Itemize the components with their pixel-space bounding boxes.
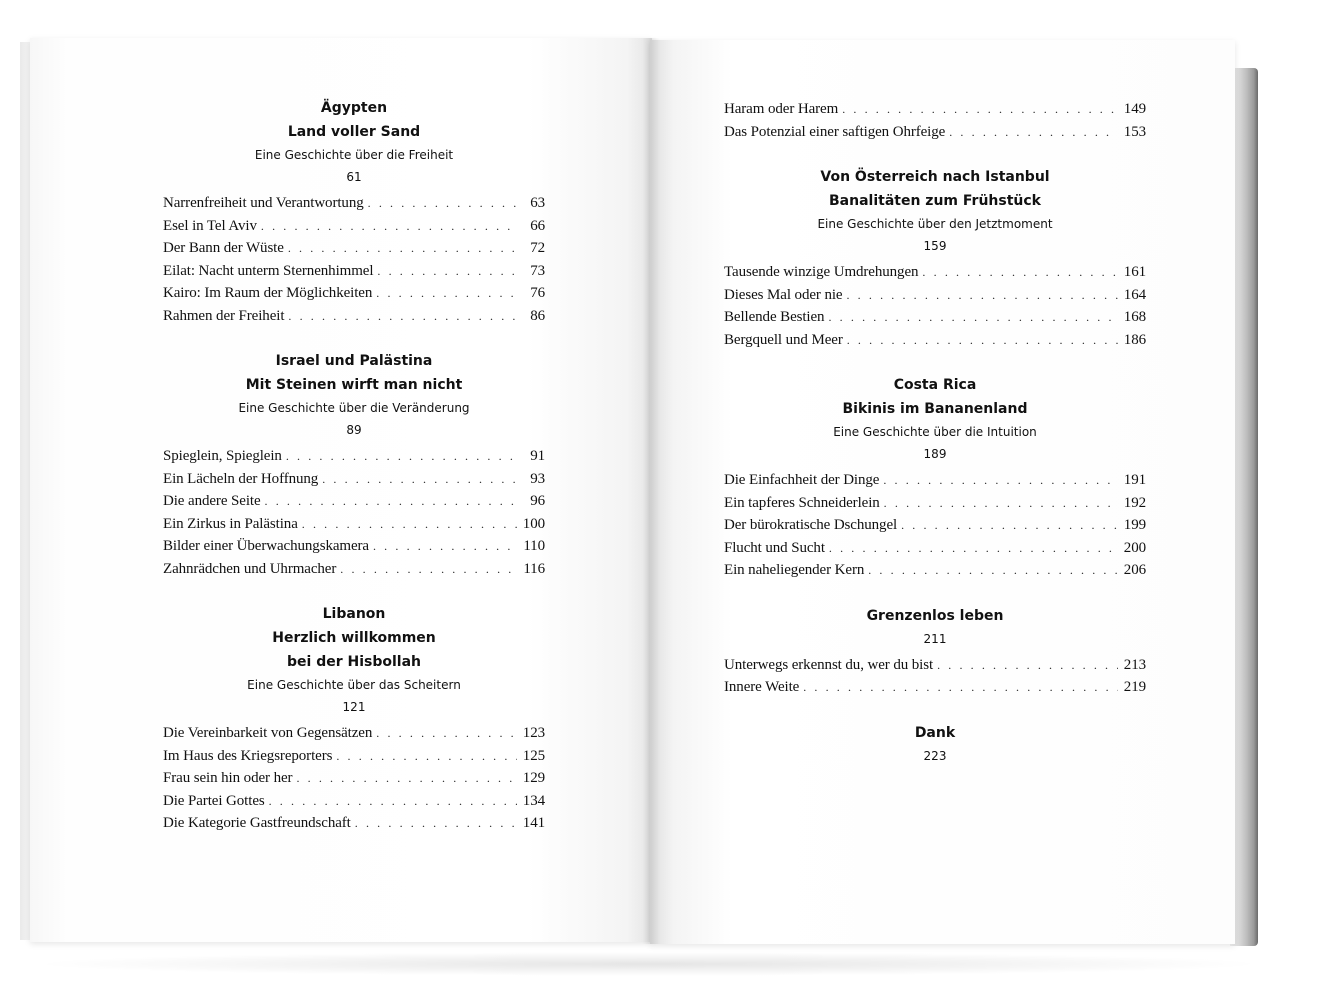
entry-title: Unterwegs erkennst du, wer du bist: [724, 656, 934, 673]
entry-title: Ein Zirkus in Palästina: [163, 515, 298, 532]
chapter-page-number: 89: [346, 423, 362, 437]
toc-entry: [163, 767, 545, 790]
chapter-region: Von Österreich nach Istanbul: [820, 169, 1050, 185]
dot-leader: [376, 282, 519, 305]
dot-leader: [901, 514, 1118, 537]
toc-entry: [724, 306, 1146, 329]
chapter-section: [724, 604, 1146, 699]
entry-title: Flucht und Sucht: [724, 539, 825, 556]
entry-page-number: 200: [1123, 539, 1146, 556]
chapter-region: Costa Rica: [893, 377, 977, 393]
book-gutter: [642, 38, 660, 944]
entry-title: Ein tapferes Schneiderlein: [724, 494, 880, 511]
entry-page-number: 100: [522, 515, 545, 532]
dot-leader: [355, 812, 517, 835]
entry-title: Narrenfreiheit und Verantwortung: [163, 195, 364, 211]
entry-page-number: 93: [530, 470, 545, 487]
chapter-section: [724, 373, 1146, 582]
dot-leader: [868, 559, 1118, 582]
entry-page-number: 63: [530, 195, 545, 211]
entry-page-number: 96: [530, 493, 545, 509]
dot-leader: [296, 767, 516, 790]
left-page-toc: [163, 96, 545, 857]
entry-title: Spieglein, Spieglein: [163, 448, 282, 464]
dot-leader: [269, 790, 517, 813]
entry-page-number: 206: [1123, 562, 1146, 578]
dot-leader: [828, 306, 1117, 329]
entry-page-number: 76: [530, 285, 545, 301]
dot-leader: [847, 329, 1118, 352]
entry-page-number: 72: [530, 240, 545, 256]
chapter-region: Dank: [914, 724, 956, 741]
toc-entry: [724, 261, 1146, 284]
chapter-title: Mit Steinen wirft man nicht: [245, 377, 463, 393]
entry-page-number: 116: [523, 560, 545, 577]
chapter-region: Grenzenlos leben: [866, 607, 1004, 624]
entry-title: Dieses Mal oder nie: [724, 286, 843, 303]
dot-leader: [336, 745, 516, 768]
toc-entry: [163, 215, 545, 238]
entry-title: Die Vereinbarkeit von Gegensätzen: [163, 725, 373, 741]
entry-title: Bilder einer Überwachungskamera: [163, 538, 369, 554]
chapter-region: Israel und Palästina: [275, 353, 433, 369]
entry-title: Frau sein hin oder her: [163, 770, 293, 786]
toc-entry: [724, 514, 1146, 537]
entry-title: Das Potenzial einer saftigen Ohrfeige: [724, 123, 946, 140]
dot-leader: [842, 98, 1118, 121]
entry-page-number: 91: [530, 448, 545, 464]
dot-leader: [302, 513, 517, 536]
chapter-section: [163, 602, 545, 835]
toc-entry: [724, 559, 1146, 582]
toc-entry: [163, 513, 545, 536]
toc-entry: [163, 260, 545, 283]
dot-leader: [286, 445, 519, 468]
toc-entry: [724, 121, 1146, 144]
chapter-title: bei der Hisbollah: [287, 654, 421, 670]
dot-leader: [846, 284, 1117, 307]
chapter-page-number: 159: [923, 239, 947, 253]
entry-title: Die andere Seite: [163, 493, 261, 509]
dot-leader: [884, 492, 1118, 515]
dot-leader: [922, 261, 1117, 284]
entry-page-number: 149: [1123, 101, 1146, 117]
chapter-page-number: 61: [346, 170, 362, 184]
entry-page-number: 191: [1123, 472, 1146, 488]
dot-leader: [883, 469, 1117, 492]
continued-entries: [724, 98, 1146, 143]
entry-title: Die Kategorie Gastfreundschaft: [163, 815, 351, 831]
entry-page-number: 219: [1123, 679, 1146, 695]
entry-title: Im Haus des Kriegsreporters: [163, 747, 333, 764]
entry-title: Kairo: Im Raum der Möglichkeiten: [163, 285, 373, 301]
entry-page-number: 213: [1123, 656, 1146, 673]
toc-entry: [724, 676, 1146, 699]
entry-title: Zahnrädchen und Uhrmacher: [163, 560, 337, 577]
entry-page-number: 153: [1123, 123, 1146, 140]
dot-leader: [376, 722, 517, 745]
entry-title: Bergquell und Meer: [724, 331, 843, 348]
toc-entry: [724, 537, 1146, 560]
dot-leader: [937, 654, 1118, 677]
dot-leader: [265, 490, 519, 513]
dot-leader: [288, 305, 519, 328]
entry-page-number: 161: [1123, 264, 1146, 280]
chapter-page-number: 189: [923, 447, 947, 461]
entry-page-number: 123: [522, 725, 545, 741]
chapter-subtitle: Eine Geschichte über die Freiheit: [254, 148, 454, 162]
entry-page-number: 141: [522, 815, 545, 831]
entry-page-number: 199: [1123, 517, 1146, 533]
toc-entry: [163, 490, 545, 513]
entry-page-number: 86: [530, 307, 545, 324]
entry-page-number: 168: [1123, 309, 1146, 325]
dot-leader: [288, 237, 519, 260]
entry-title: Tausende winzige Umdrehungen: [724, 264, 919, 280]
entry-title: Eilat: Nacht unterm Sternenhimmel: [163, 262, 374, 279]
dot-leader: [261, 215, 519, 238]
toc-entry: [163, 722, 545, 745]
entry-title: Der Bann der Wüste: [163, 240, 284, 256]
toc-entry: [724, 492, 1146, 515]
entry-title: Ein naheliegender Kern: [724, 562, 865, 578]
chapter-section: [163, 349, 545, 580]
chapter-page-number: 121: [342, 700, 366, 714]
toc-entry: [163, 558, 545, 581]
entry-title: Rahmen der Freiheit: [163, 307, 285, 324]
entry-title: Innere Weite: [724, 679, 800, 695]
chapter-title: Herzlich willkommen: [272, 630, 436, 646]
entry-title: Die Einfachheit der Dinge: [724, 472, 880, 488]
chapter-page-number: 211: [923, 631, 947, 646]
toc-entry: [163, 468, 545, 491]
entry-page-number: 186: [1123, 331, 1146, 348]
chapter-section: [724, 165, 1146, 351]
entry-title: Die Partei Gottes: [163, 792, 265, 809]
entry-title: Ein Lächeln der Hoffnung: [163, 470, 319, 487]
toc-entry: [163, 192, 545, 215]
toc-entry: [724, 469, 1146, 492]
entry-page-number: 134: [522, 792, 545, 809]
dot-leader: [949, 121, 1118, 144]
chapter-region: Libanon: [322, 606, 386, 622]
toc-entry: [724, 284, 1146, 307]
entry-title: Esel in Tel Aviv: [163, 217, 257, 234]
toc-entry: [724, 654, 1146, 677]
dot-leader: [803, 676, 1118, 699]
entry-title: Haram oder Harem: [724, 101, 839, 117]
entry-title: Der bürokratische Dschungel: [724, 517, 898, 533]
entry-page-number: 164: [1123, 286, 1146, 303]
toc-entry: [163, 745, 545, 768]
chapter-page-number: 223: [923, 748, 947, 763]
toc-entry: [163, 445, 545, 468]
toc-entry: [163, 535, 545, 558]
chapter-subtitle: Eine Geschichte über die Intuition: [833, 425, 1037, 439]
chapter-section: [724, 721, 1146, 767]
toc-entry: [163, 282, 545, 305]
entry-page-number: 73: [530, 262, 545, 279]
toc-entry: [163, 812, 545, 835]
entry-page-number: 129: [522, 770, 545, 786]
entry-page-number: 110: [523, 538, 545, 554]
dot-leader: [368, 192, 519, 215]
entry-page-number: 125: [522, 747, 545, 764]
chapter-section: [163, 96, 545, 327]
toc-entry: [163, 305, 545, 328]
toc-entry: [163, 237, 545, 260]
dot-leader: [322, 468, 519, 491]
toc-entry: [163, 790, 545, 813]
right-page-toc: [724, 98, 1146, 789]
dot-leader: [377, 260, 519, 283]
dot-leader: [340, 558, 517, 581]
dot-leader: [373, 535, 517, 558]
entry-page-number: 66: [530, 217, 545, 234]
entry-page-number: 192: [1123, 494, 1146, 511]
chapter-subtitle: Eine Geschichte über das Scheitern: [247, 678, 461, 692]
chapter-title: Land voller Sand: [287, 124, 421, 140]
chapter-subtitle: Eine Geschichte über den Jetztmoment: [817, 217, 1053, 231]
dot-leader: [829, 537, 1118, 560]
toc-entry: [724, 98, 1146, 121]
chapter-title: Banalitäten zum Frühstück: [829, 193, 1041, 209]
chapter-subtitle: Eine Geschichte über die Veränderung: [238, 401, 470, 415]
chapter-title: Bikinis im Bananenland: [842, 401, 1028, 417]
entry-title: Bellende Bestien: [724, 309, 825, 325]
book-shadow: [28, 952, 1268, 976]
chapter-region: Ägypten: [320, 100, 388, 116]
toc-entry: [724, 329, 1146, 352]
